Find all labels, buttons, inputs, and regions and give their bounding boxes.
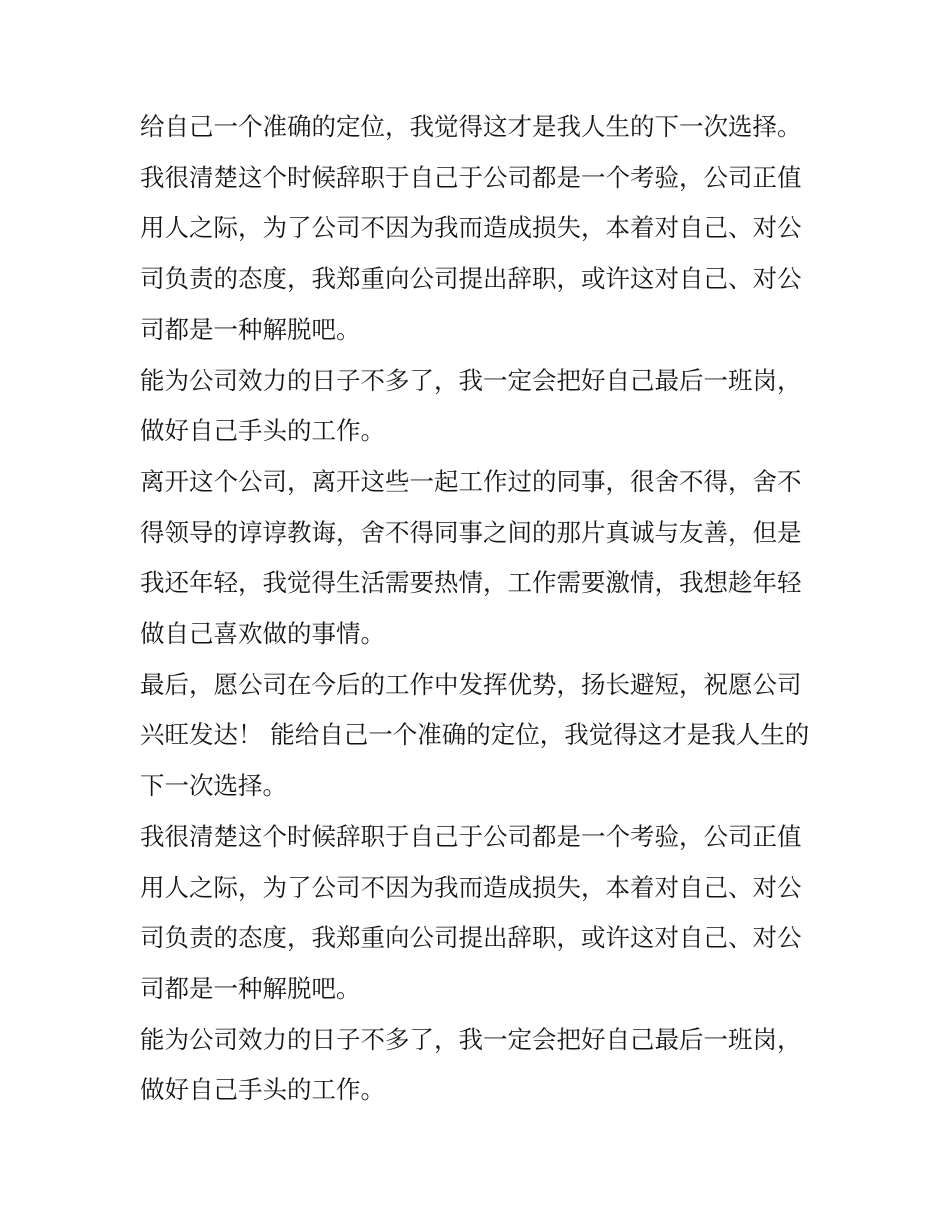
paragraph-7: 能为公司效力的日子不多了，我一定会把好自己最后一班岗，做好自己手头的工作。 <box>140 1024 802 1105</box>
paragraph-6: 我很清楚这个时候辞职于自己于公司都是一个考验，公司正值用人之际，为了公司不因为我而造成损失，本着对自己、对公司负责的态度，我郑重向公司提出辞职，或许这对自己、对公司都是一种解脱吧。 <box>140 821 802 1003</box>
document-body <box>140 102 820 1116</box>
paragraph-3: 能为公司效力的日子不多了，我一定会把好自己最后一班岗，做好自己手头的工作。 <box>140 365 802 446</box>
paragraph-1: 给自己一个准确的定位，我觉得这才是我人生的下一次选择。 <box>140 112 802 141</box>
paragraph-2: 我很清楚这个时候辞职于自己于公司都是一个考验，公司正值用人之际，为了公司不因为我而造成损失，本着对自己、对公司负责的态度，我郑重向公司提出辞职，或许这对自己、对公司都是一种解脱吧。 <box>140 162 802 344</box>
paragraph-4: 离开这个公司，离开这些一起工作过的同事，很舍不得，舍不得领导的谆谆教诲，舍不得同事之间的那片真诚与友善，但是我还年轻，我觉得生活需要热情，工作需要激情，我想趁年轻做自己喜欢做的事情。 <box>140 466 802 649</box>
paragraph-5: 最后，愿公司在今后的工作中发挥优势，扬长避短，祝愿公司兴旺发达！ 能给自己一个准确的定位，我觉得这才是我人生的下一次选择。 <box>140 669 810 801</box>
